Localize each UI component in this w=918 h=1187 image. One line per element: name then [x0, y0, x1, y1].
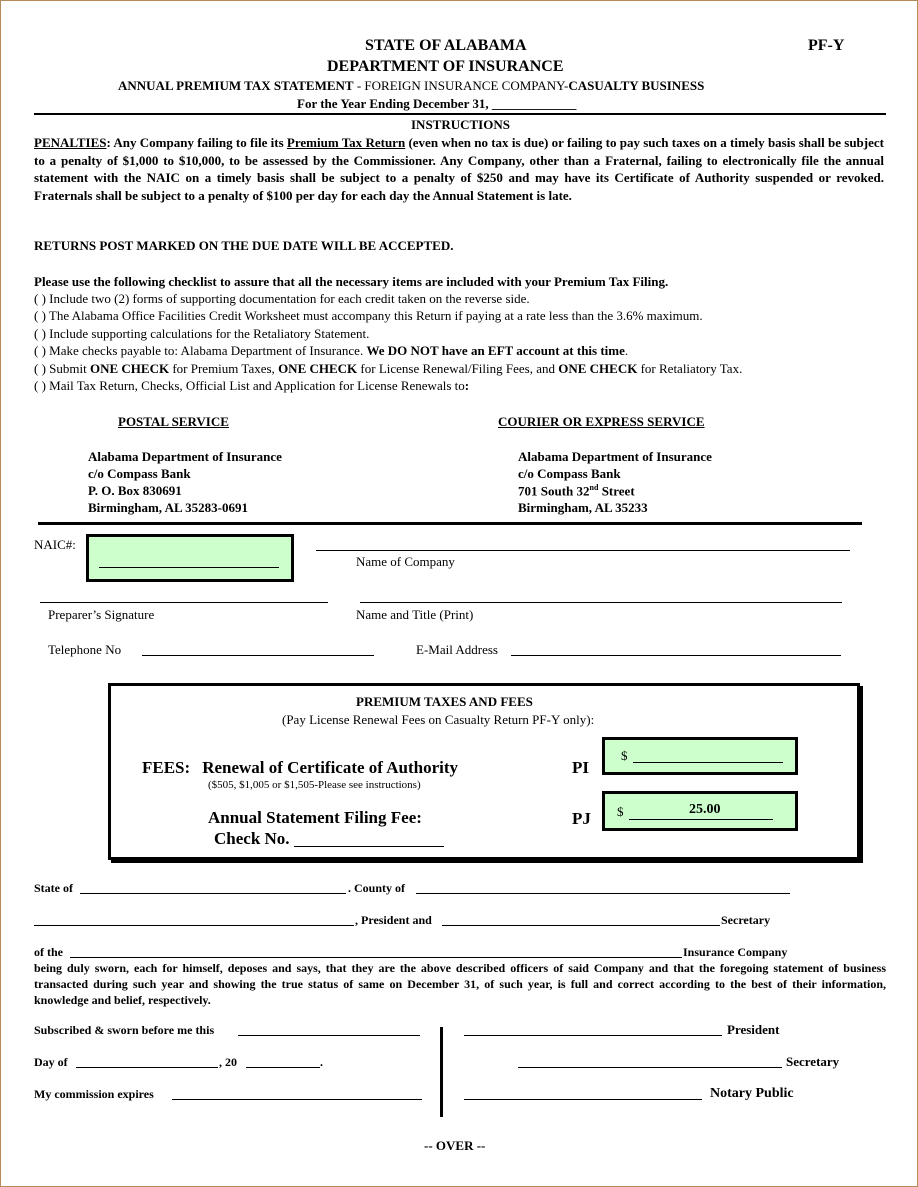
pj-dollar-sign: $ [617, 804, 624, 819]
instructions-heading: INSTRUCTIONS [411, 117, 510, 132]
subscribed-line[interactable] [238, 1035, 420, 1036]
checklist-item-5[interactable]: ( ) Submit ONE CHECK for Premium Taxes, ONE CHECK for License Renewal/Filing Fees, and ONE CHECK for Retaliatory Tax. [34, 361, 743, 376]
statement-title: ANNUAL PREMIUM TAX STATEMENT - FOREIGN INSURANCE COMPANY-CASUALTY BUSINESS [118, 78, 705, 93]
pj-amount-field[interactable] [602, 791, 798, 831]
name-title-label: Name and Title (Print) [356, 607, 474, 622]
postmark-notice: RETURNS POST MARKED ON THE DUE DATE WILL BE ACCEPTED. [34, 238, 454, 253]
filing-fee-label: Annual Statement Filing Fee: [208, 808, 422, 827]
secretary-signature-line[interactable] [518, 1067, 782, 1068]
courier-line-2: c/o Compass Bank [518, 466, 621, 481]
email-line[interactable] [511, 655, 841, 656]
courier-heading: COURIER OR EXPRESS SERVICE [498, 414, 705, 429]
checklist-item-1[interactable]: ( ) Include two (2) forms of supporting documentation for each credit taken on the reverse side. [34, 291, 530, 306]
preparer-signature-line[interactable] [40, 602, 328, 603]
pi-code: PI [572, 758, 589, 777]
year-ending: For the Year Ending December 31, _____________ [297, 96, 577, 111]
company-name-label: Name of Company [356, 554, 455, 569]
checklist-item-3[interactable]: ( ) Include supporting calculations for the Retaliatory Statement. [34, 326, 370, 341]
form-code: PF-Y [808, 37, 845, 54]
state-label: State of [34, 881, 73, 895]
president-name-line[interactable] [34, 925, 354, 926]
president-signature-label: President [727, 1022, 780, 1037]
state-line[interactable] [80, 893, 346, 894]
president-and-label: , President and [355, 913, 432, 927]
postal-line-3: P. O. Box 830691 [88, 483, 182, 498]
commission-label: My commission expires [34, 1087, 154, 1101]
notary-divider [440, 1027, 443, 1117]
day-of-label: Day of [34, 1055, 68, 1069]
checklist-item-6[interactable]: ( ) Mail Tax Return, Checks, Official List and Application for License Renewals to: [34, 378, 470, 393]
insurance-company-label: Insurance Company [683, 945, 788, 959]
year-period: . [320, 1055, 323, 1069]
address-divider [38, 522, 862, 525]
commission-line[interactable] [172, 1099, 422, 1100]
penalties-paragraph: PENALTIES: Any Company failing to file its Premium Tax Return (even when no tax is due) or failing to pay such taxes on a timely basis shall be subject to a penalty of $1,000 to $10,000, to be assessed by the Commissioner. Any Company, other than a Fraternal, failing to electronically file the annual statement with the NAIC on a timely basis shall be subject to a penalty of $250 and may have its Certificate of Authority suspended or revoked. Fraternals shall be subject to a penalty of $100 per day for each day the Annual Statement is late. [34, 135, 884, 203]
county-label: . County of [348, 881, 406, 895]
day-line[interactable] [76, 1067, 218, 1068]
preparer-signature-label: Preparer’s Signature [48, 607, 155, 622]
name-title-line[interactable] [360, 602, 842, 603]
of-the-label: of the [34, 945, 63, 959]
pj-amount-line [629, 819, 773, 820]
naic-label: NAIC#: [34, 537, 76, 552]
postal-line-1: Alabama Department of Insurance [88, 449, 282, 464]
fees-label: FEES: Renewal of Certificate of Authority [142, 758, 459, 777]
notary-public-label: Notary Public [710, 1086, 794, 1101]
department-title: DEPARTMENT OF INSURANCE [327, 58, 564, 75]
secretary-label: Secretary [721, 913, 771, 927]
courier-line-3: 701 South 32nd Street [518, 483, 635, 499]
company-name-line[interactable] [316, 550, 850, 551]
fees-box-title: PREMIUM TAXES AND FEES [356, 694, 533, 709]
checklist-intro: Please use the following checklist to assure that all the necessary items are included with your Premium Tax Filing. [34, 274, 669, 289]
checklist-item-2[interactable]: ( ) The Alabama Office Facilities Credit Worksheet must accompany this Return if paying at a rate less than the 3.6% maximum. [34, 308, 703, 323]
postal-line-4: Birmingham, AL 35283-0691 [88, 500, 248, 515]
telephone-line[interactable] [142, 655, 374, 656]
notary-signature-line[interactable] [464, 1099, 702, 1100]
email-label: E-Mail Address [416, 642, 498, 657]
naic-input-line [99, 567, 279, 568]
president-signature-line[interactable] [464, 1035, 722, 1036]
courier-line-1: Alabama Department of Insurance [518, 449, 712, 464]
pj-amount-value: 25.00 [689, 802, 721, 817]
secretary-signature-label: Secretary [786, 1054, 840, 1069]
check-no-label: Check No. [214, 829, 290, 848]
naic-input[interactable] [86, 534, 294, 582]
pi-amount-field[interactable] [602, 737, 798, 775]
pi-dollar-sign: $ [621, 748, 628, 763]
postal-line-2: c/o Compass Bank [88, 466, 191, 481]
state-title: STATE OF ALABAMA [365, 37, 527, 54]
year-line[interactable] [246, 1067, 320, 1068]
county-line[interactable] [416, 893, 790, 894]
sworn-statement: being duly sworn, each for himself, deposes and says, that they are the above described officers of said Company and that the foregoing statement of business transacted during such year and showing the true status of same on December 31, of such year, is full and correct according to the best of their information, knowledge and belief, respectively. [34, 961, 886, 1007]
year-prefix: , 20 [219, 1055, 237, 1069]
fees-box-subtitle: (Pay License Renewal Fees on Casualty Return PF-Y only): [282, 712, 595, 727]
pj-code: PJ [572, 809, 591, 828]
over-footer: -- OVER -- [424, 1138, 486, 1153]
postal-service-heading: POSTAL SERVICE [118, 414, 229, 429]
header-rule [34, 113, 886, 115]
telephone-label: Telephone No [48, 642, 122, 657]
courier-line-4: Birmingham, AL 35233 [518, 500, 648, 515]
pi-amount-line [633, 762, 783, 763]
checklist-item-4[interactable]: ( ) Make checks payable to: Alabama Department of Insurance. We DO NOT have an EFT account at this time. [34, 343, 629, 358]
company-name-sworn-line[interactable] [70, 957, 682, 958]
renewal-fee-note: ($505, $1,005 or $1,505-Please see instructions) [208, 779, 421, 791]
secretary-name-line[interactable] [442, 925, 720, 926]
check-no-line[interactable] [294, 846, 444, 847]
subscribed-label: Subscribed & sworn before me this [34, 1023, 215, 1037]
